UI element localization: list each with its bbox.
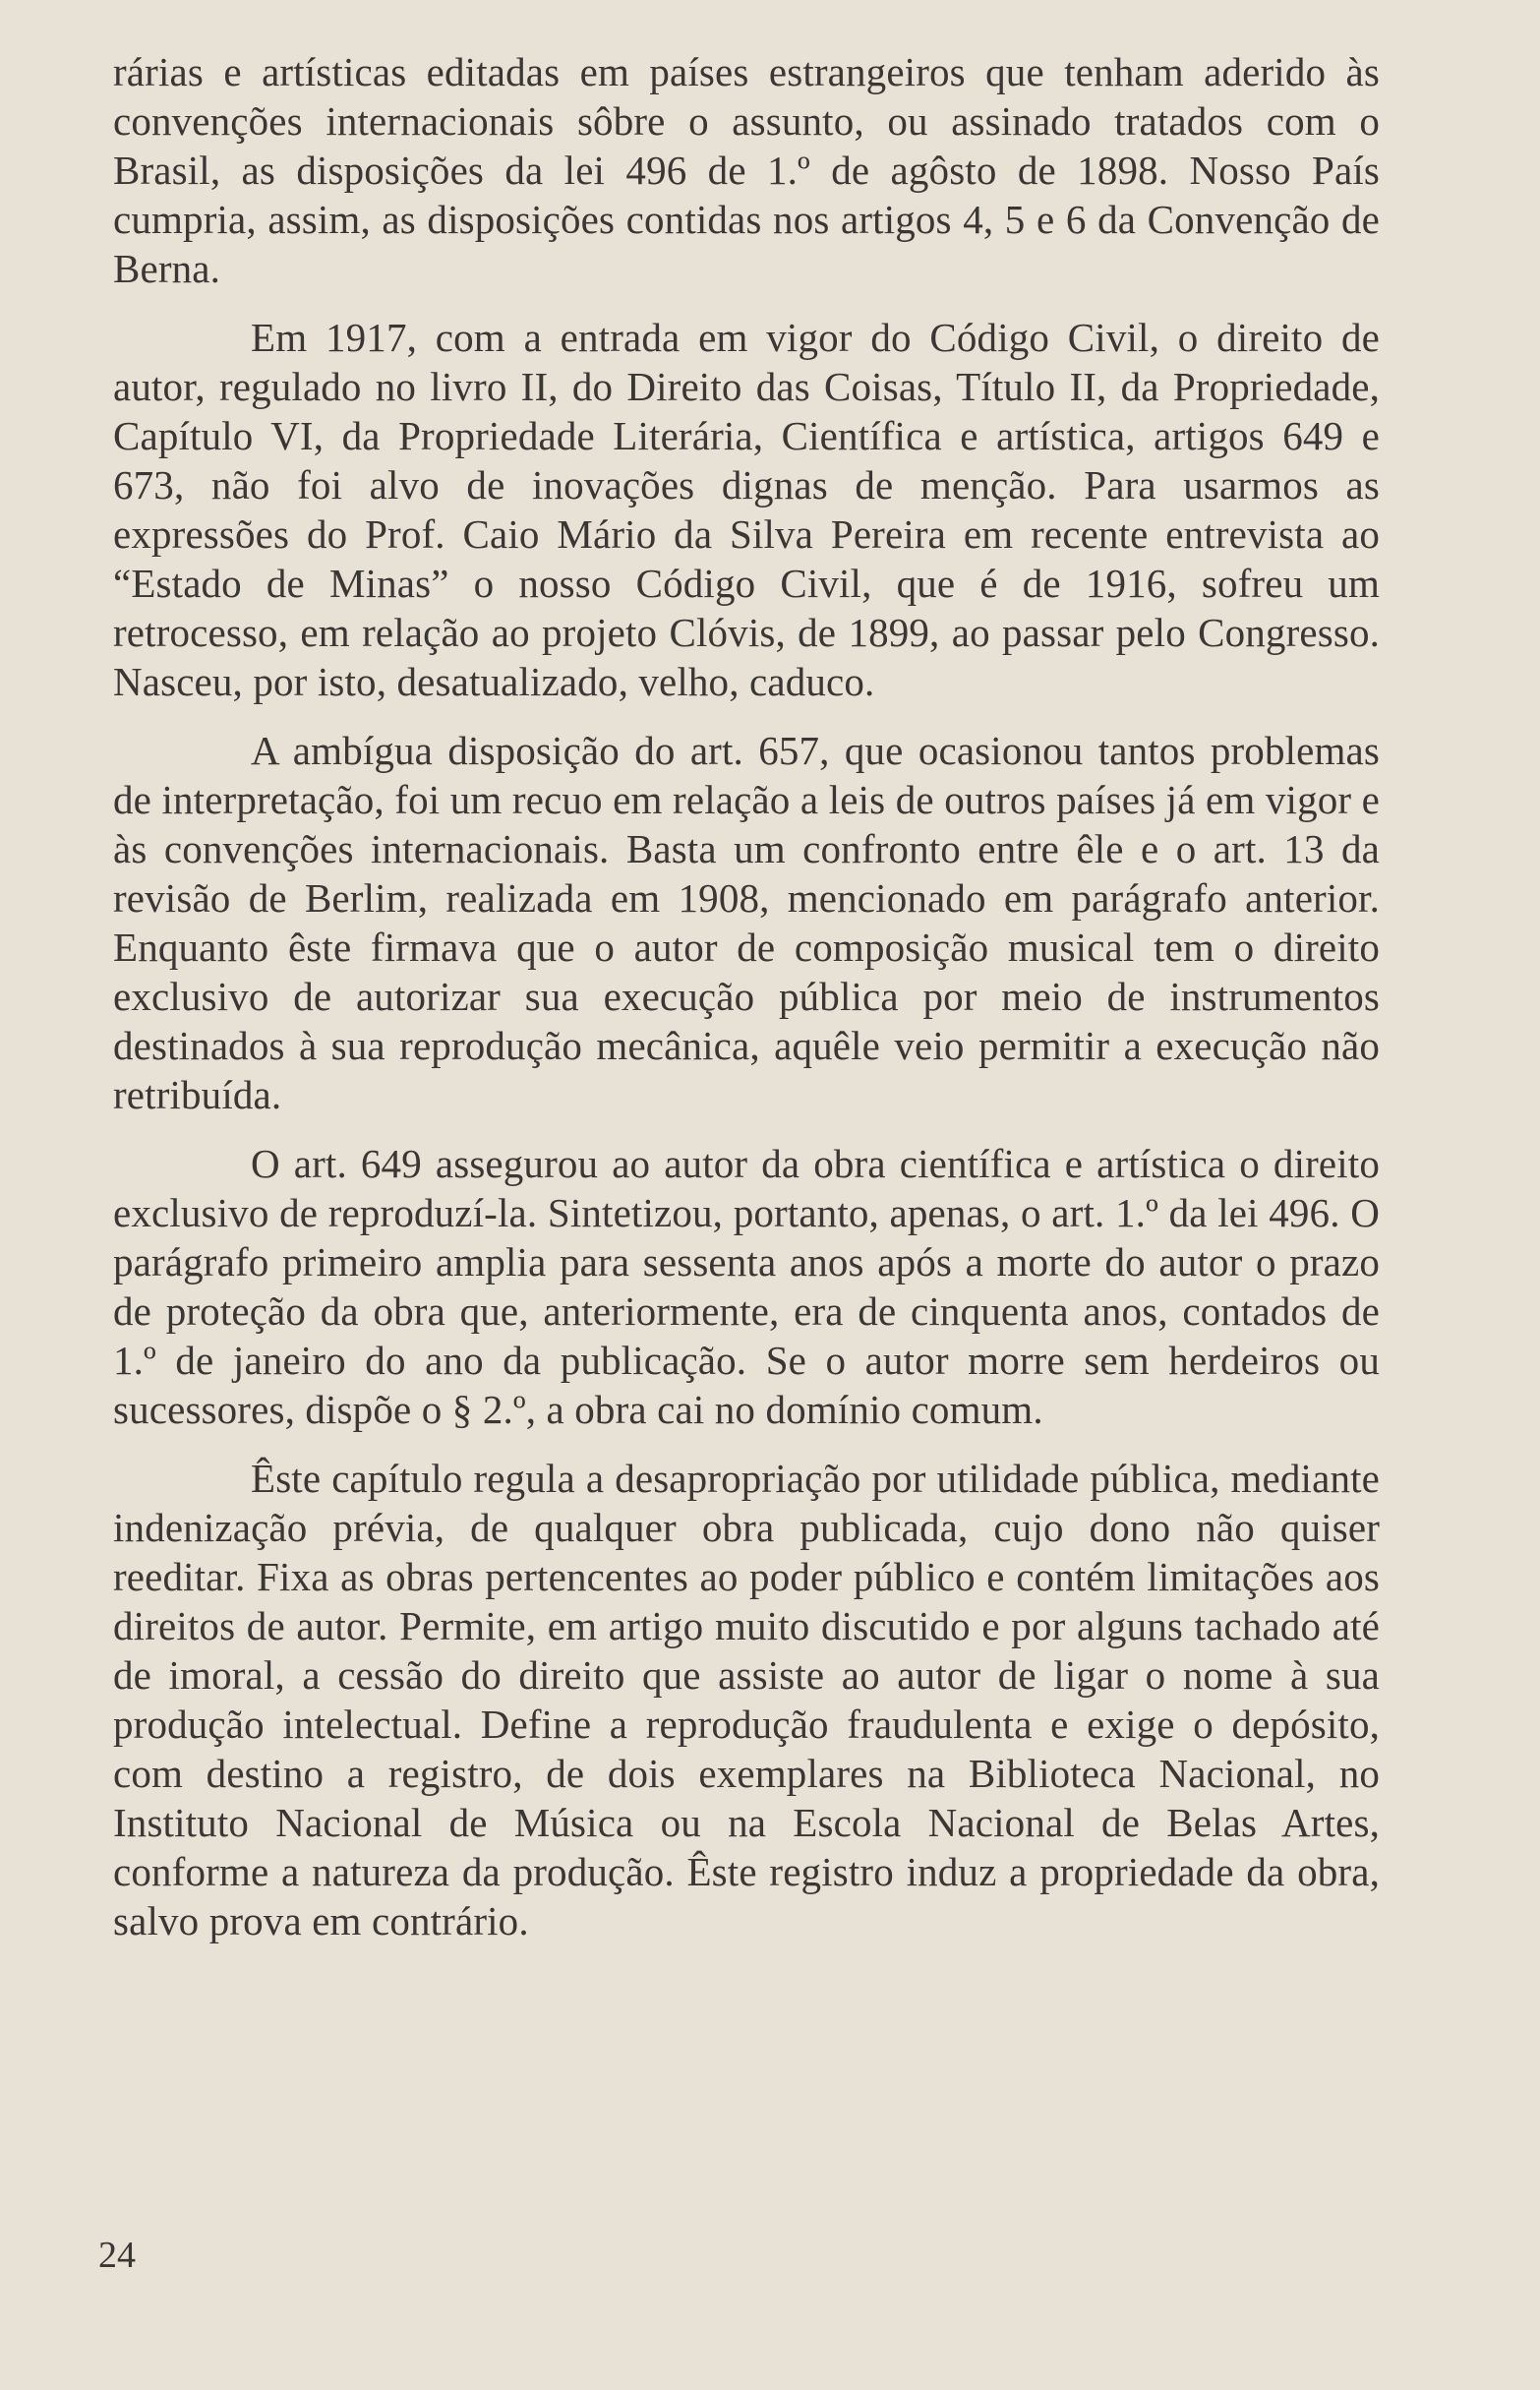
paragraph-4: O art. 649 assegurou ao autor da obra científica e artística o direito exclusivo de reproduzí-la. Sintetizou, portanto, apenas, o art. 1.º da lei 496. O parágrafo primeiro amplia para sessenta anos após a morte do autor o prazo de proteção da obra que, anteriormente, era de cinquenta anos, contados de 1.º de janeiro do ano da publicação. Se o autor morre sem herdeiros ou sucessores, dispõe o § 2.º, a obra cai no domínio comum.	[113, 1141, 1380, 1432]
body-text	[113, 47, 1380, 1965]
page-number: 24	[98, 2235, 136, 2276]
paragraph-3: A ambígua disposição do art. 657, que ocasionou tantos problemas de interpretação, foi um recuo em relação a leis de outros países já em vigor e às convenções internacionais. Basta um confronto entre êle e o art. 13 da revisão de Berlim, realizada em 1908, mencionado em parágrafo anterior. Enquanto êste firmava que o autor de composição musical tem o direito exclusivo de autorizar sua execução pública por meio de instrumentos destinados à sua reprodução mecânica, aquêle veio permitir a execução não retribuída.	[113, 728, 1380, 1117]
paragraph-2: Em 1917, com a entrada em vigor do Código Civil, o direito de autor, regulado no livro II, do Direito das Coisas, Título II, da Propriedade, Capítulo VI, da Propriedade Literária, Científica e artística, artigos 649 e 673, não foi alvo de inovações dignas de menção. Para usarmos as expressões do Prof. Caio Mário da Silva Pereira em recente entrevista ao “Estado de Minas” o nosso Código Civil, que é de 1916, sofreu um retrocesso, em relação ao projeto Clóvis, de 1899, ao passar pelo Congresso. Nasceu, por isto, desatualizado, velho, caduco.	[113, 315, 1380, 704]
paragraph-1: rárias e artísticas editadas em países estrangeiros que tenham aderido às convenções internacionais sôbre o assunto, ou assinado tratados com o Brasil, as disposições da lei 496 de 1.º de agôsto de 1898. Nosso País cumpria, assim, as disposições contidas nos artigos 4, 5 e 6 da Convenção de Berna.	[113, 49, 1380, 291]
paragraph-5: Êste capítulo regula a desapropriação por utilidade pública, mediante indenização prévia, de qualquer obra publicada, cujo dono não quiser reeditar. Fixa as obras pertencentes ao poder público e contém limitações aos direitos de autor. Permite, em artigo muito discutido e por alguns tachado até de imoral, a cessão do direito que assiste ao autor de ligar o nome à sua produção intelectual. Define a reprodução fraudulenta e exige o depósito, com destino a registro, de dois exemplares na Biblioteca Nacional, no Instituto Nacional de Música ou na Escola Nacional de Belas Artes, conforme a natureza da produção. Êste registro induz a propriedade da obra, salvo prova em contrário.	[113, 1456, 1380, 1943]
